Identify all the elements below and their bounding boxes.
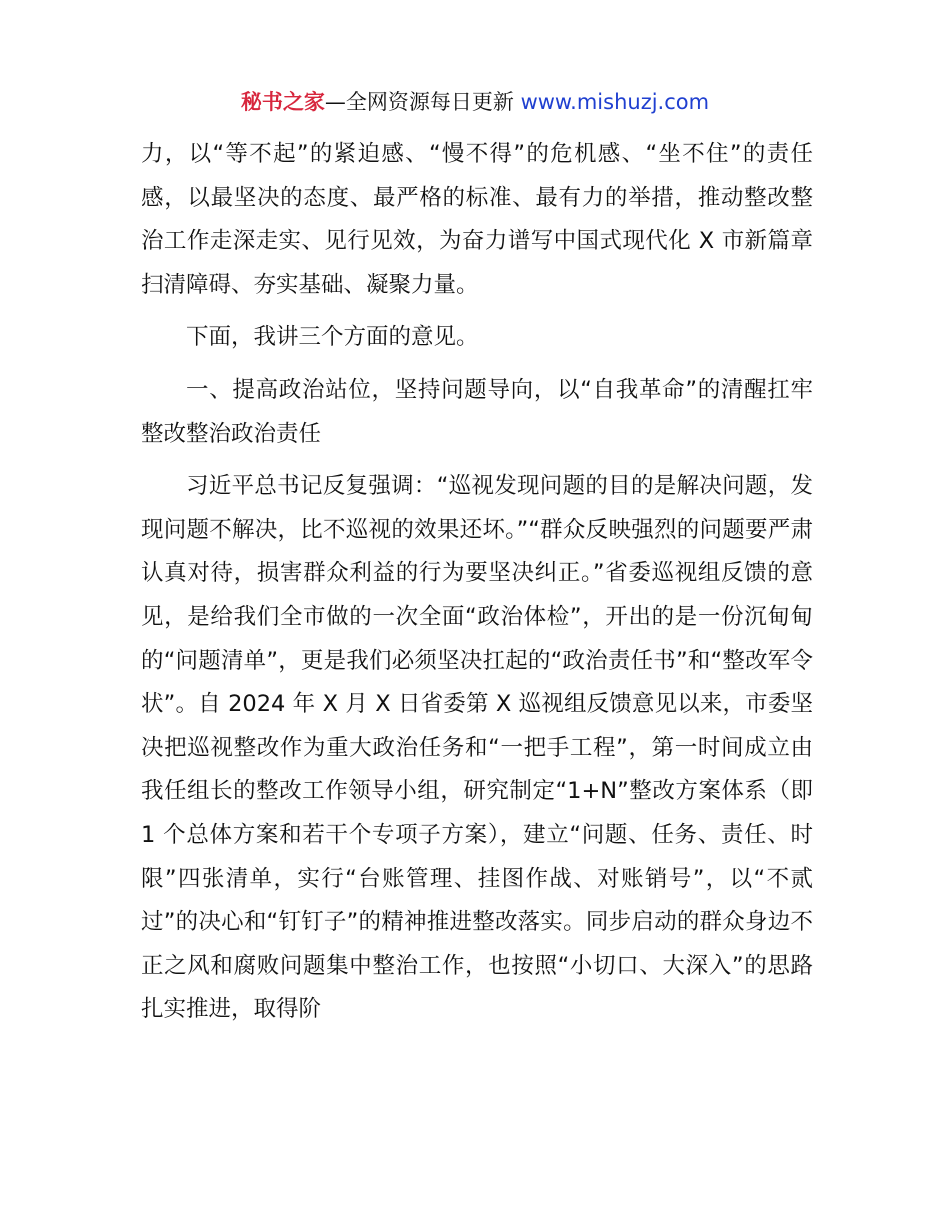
site-slogan: —全网资源每日更新 [324,90,521,114]
body-paragraph-intro: 下面，我讲三个方面的意见。 [186,324,479,351]
body-paragraph-main: 习近平总书记反复强调：“巡视发现问题的目的是解决问题，发现问题不解决，比不巡视的效果还坏。”“群众反映强烈的问题要严肃认真对待，损害群众利益的行为要坚决纠正。”省委巡视组反馈的意见，是给我们全市做的一次全面“政治体检”，开出的是一份沉甸甸的“问题清单”，更是我们必须坚决扛起的“政治责任书”和“整改军令状”。自 2024 年 X 月 X 日省委第 X 巡视组反馈意见以来，市委坚决把巡视整改作为重大政治任务和“一把手工程”，第一时间成立由我任组长的整改工作领导小组，研究制定“1+N”整改方案体系（即 1 个总体方案和若干个专项子方案），建立“问题、任务、责任、时限”四张清单，实行“台账管理、挂图作战、对账销号”，以“不贰过”的决心和“钉钉子”的精神推进整改落实。同步启动的群众身边不正之风和腐败问题集中整治工作，也按照“小切口、大深入”的思路扎实推进，取得阶 [141,473,813,1023]
site-header [0,86,950,118]
section-heading-1: 一、提高政治站位，坚持问题导向，以“自我革命”的清醒扛牢整改整治政治责任 [141,376,813,447]
body-paragraph-continuation: 力，以“等不起”的紧迫感、“慢不得”的危机感、“坐不住”的责任感，以最坚决的态度、最严格的标准、最有力的举措，推动整改整治工作走深走实、见行见效，为奋力谱写中国式现代化 X 市新篇章扫清障碍、夯实基础、凝聚力量。 [141,141,813,298]
document-body [141,133,813,1032]
site-url-link[interactable]: www.mishuzj.com [520,90,710,114]
site-brand: 秘书之家 [240,90,325,114]
